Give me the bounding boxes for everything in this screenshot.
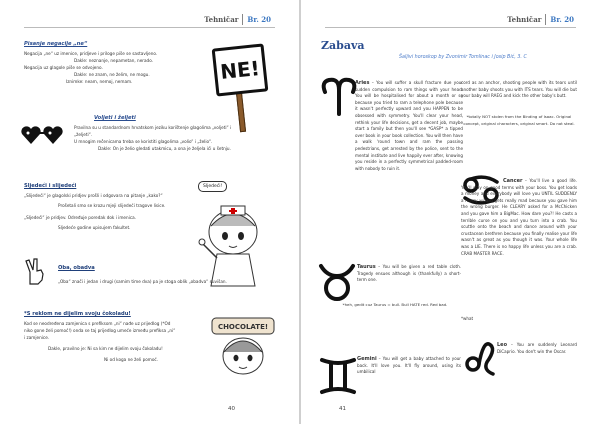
text-line: i zamjenice. xyxy=(24,335,50,340)
gemini-continuation: cord as an anchor, shooting people with its tears until another baby shoots you with ITS tears. You will die but your baby will RAEG and kick the other baby's butt. xyxy=(461,80,577,99)
ne-sign-illustration: NE! xyxy=(212,43,269,96)
sign-text: – You will be given a red table cloth. Tragedy ensues although is (thankfully) a short-term one. xyxy=(357,264,461,283)
hearts-sunglasses-icon xyxy=(20,124,64,146)
peace-hand-icon xyxy=(22,258,48,286)
text-line: niko gone želi pomoć!) onda se taj prijedlog umeće između prefiksa „ni“ xyxy=(24,328,176,333)
section-title-negation: Pisanje negacije „ne“ xyxy=(24,41,88,47)
aries-text-intro xyxy=(355,80,463,172)
sign-name: Taurus xyxy=(357,264,376,270)
page-number: 40 xyxy=(228,406,235,412)
sign-name: Gemini xyxy=(357,356,377,362)
section-title-sljedeci: Sljedeći i slijedeći xyxy=(24,183,77,189)
section-cokolada-body xyxy=(24,320,214,363)
magazine-name: Tehničar xyxy=(204,15,239,24)
leo-icon xyxy=(463,338,497,378)
section-title-voljeti: Voljeti i željeti xyxy=(94,115,136,121)
sign-name: Aries xyxy=(355,80,370,86)
chocolate-label: CHOCOLATE! xyxy=(217,323,269,331)
section-title-oba: Oba, obadva xyxy=(58,265,95,271)
magazine-name: Tehničar xyxy=(507,15,542,24)
text-line: „željeti“. xyxy=(74,132,93,137)
page-title: Zabava xyxy=(321,39,365,52)
aries-icon xyxy=(319,76,359,116)
section-sljedeci-body xyxy=(24,192,200,231)
text-line: Sljedeće godine upisujem fakultet. xyxy=(58,225,131,230)
left-page xyxy=(0,0,299,424)
text-line: Dakle: neznanje, nepametan, nerado. xyxy=(74,58,154,63)
sign-name: Cancer xyxy=(503,178,523,184)
header-rule xyxy=(24,27,275,28)
taurus-note: *heh, gedit cuz Taurus = bull. Bull HATE red. Red bad. xyxy=(342,302,448,307)
sign-text: – You'll live a good life. You'll stay on good terms with your boss. You get loads a money and everybody will love you UNTIL SUDDENLY a merry wizard gets really mad because you gave him the wrong burger. He CLEARY asked for a McChicken and you gave him a BigMac. How dare you?! He casts a terrible curse on you and you turn into a crab. You scuttle onto the beach and dance around with your crustacean brethren because you finally realise your life wasn't as great as you though it was. Your whole life was a LIE. There is no happy life unless you are a crab. CRAB MASTER RACE. xyxy=(461,178,577,256)
text-line: Dakle: ne znam, ne želim, ne mogu. xyxy=(74,72,150,77)
sign-text: – You will get a baby attached to your back. It'll love you. It'll fly around, using its umbilical xyxy=(357,356,461,375)
section-oba-body xyxy=(58,278,258,285)
speech-bubble: Sljedeći! xyxy=(198,181,227,192)
text-line: Kod se neodređena zamjenica s prefiksom „ni“ nađe uz prijedlog (*Od xyxy=(24,321,171,326)
leo-text xyxy=(497,342,577,355)
issue-number: Br. 20 xyxy=(247,15,271,24)
chocolate-girl-illustration xyxy=(210,316,276,380)
page-subtitle: Šaljivi horoskop by Zvonimir Tomlinac i Josip Bić, 3. C xyxy=(399,55,527,60)
nurse-girl-illustration xyxy=(197,196,271,288)
right-page-header xyxy=(507,14,574,25)
section-voljeti-body xyxy=(74,124,274,152)
section-title-cokolada: *S reklom ne dijelim svoju čokoladu! xyxy=(24,311,131,317)
cancer-text xyxy=(461,178,577,257)
right-page xyxy=(301,0,600,424)
text-line: Iznimke: neam, nemoj, nemam. xyxy=(66,79,133,84)
text-line: Negacija „ne“ uz imenice, pridjeve i priloge piše se sastavljeno. xyxy=(24,51,158,56)
header-rule xyxy=(325,27,576,28)
text-line: Prošetali smo se krozu mjeji slijedeći tragove lisice. xyxy=(58,203,166,208)
gemini-icon xyxy=(319,356,357,396)
sign-text: – You will suffer a skull fracture due your sudden compulsion to ram things with your head. You will be hospitalised for about a month or so because you tried to ram a telephone pole because it wasn't perfectly upward and you HAPPEN to be obsessed with symmetry. You'll clear your head, rethink your life decisions, get a decent job, maybe start a family but then you'll see *GASP* a tipped over book in your book collection. You will then have a walk 'round town and ram the passing pedestrians, get arrested by the police, sent to the mental institute and live happily ever after, knowing you reside in a perfectly symmetrical padded-room with nobody to ruin it. xyxy=(355,80,463,171)
taurus-text xyxy=(357,264,461,284)
text-line: „Slijedeći“ je glagolski pridjev prošli i odgovara na pitanje „kako?“ xyxy=(24,193,163,198)
text-line: Negacija uz glagole piše se odvojeno. xyxy=(24,65,103,70)
section-negation-body xyxy=(24,50,214,85)
text-line: „Oba“ znači i jedan i drugi (samim time dva) pa je stoga oblik „obadva“ suvišan. xyxy=(58,279,227,284)
binding-of-isaac-note: *totally NOT stolen from the Binding of Isaac. Original concept, original characters, original smart. Do not steal. xyxy=(463,114,575,126)
text-line: Ni od koga ne želi pomoć. xyxy=(104,357,159,362)
text-line: „Sljedeći“ je pridjev. Određuje poredak dok i imenica. xyxy=(24,215,137,220)
page-number: 41 xyxy=(339,406,346,412)
left-page-header xyxy=(204,14,271,25)
text-line: U mnogim rečenicama treba se koristiti glagolima „volio“ i „želio“. xyxy=(74,139,213,144)
text-line: Dakle: On je želio gledati utakmicu, a ona je željela ići u šetnju. xyxy=(98,146,231,151)
sign-name: Leo xyxy=(497,342,508,348)
gemini-text xyxy=(357,356,461,376)
taurus-icon xyxy=(317,262,357,302)
sign-text: – You are suddenly Leonard DiCaprio. You don't win the Oscar. xyxy=(497,342,577,354)
issue-number: Br. 20 xyxy=(550,15,574,24)
text-line: Dakle, pravilno je: Ni sa kim ne dijelim svoju čokoladu! xyxy=(48,346,163,351)
cancer-note: *what xyxy=(461,316,474,321)
text-line: Pravilna su u standardnom hrvatskom jeziku korištenje glagolima „voljeti“ i xyxy=(74,125,232,130)
